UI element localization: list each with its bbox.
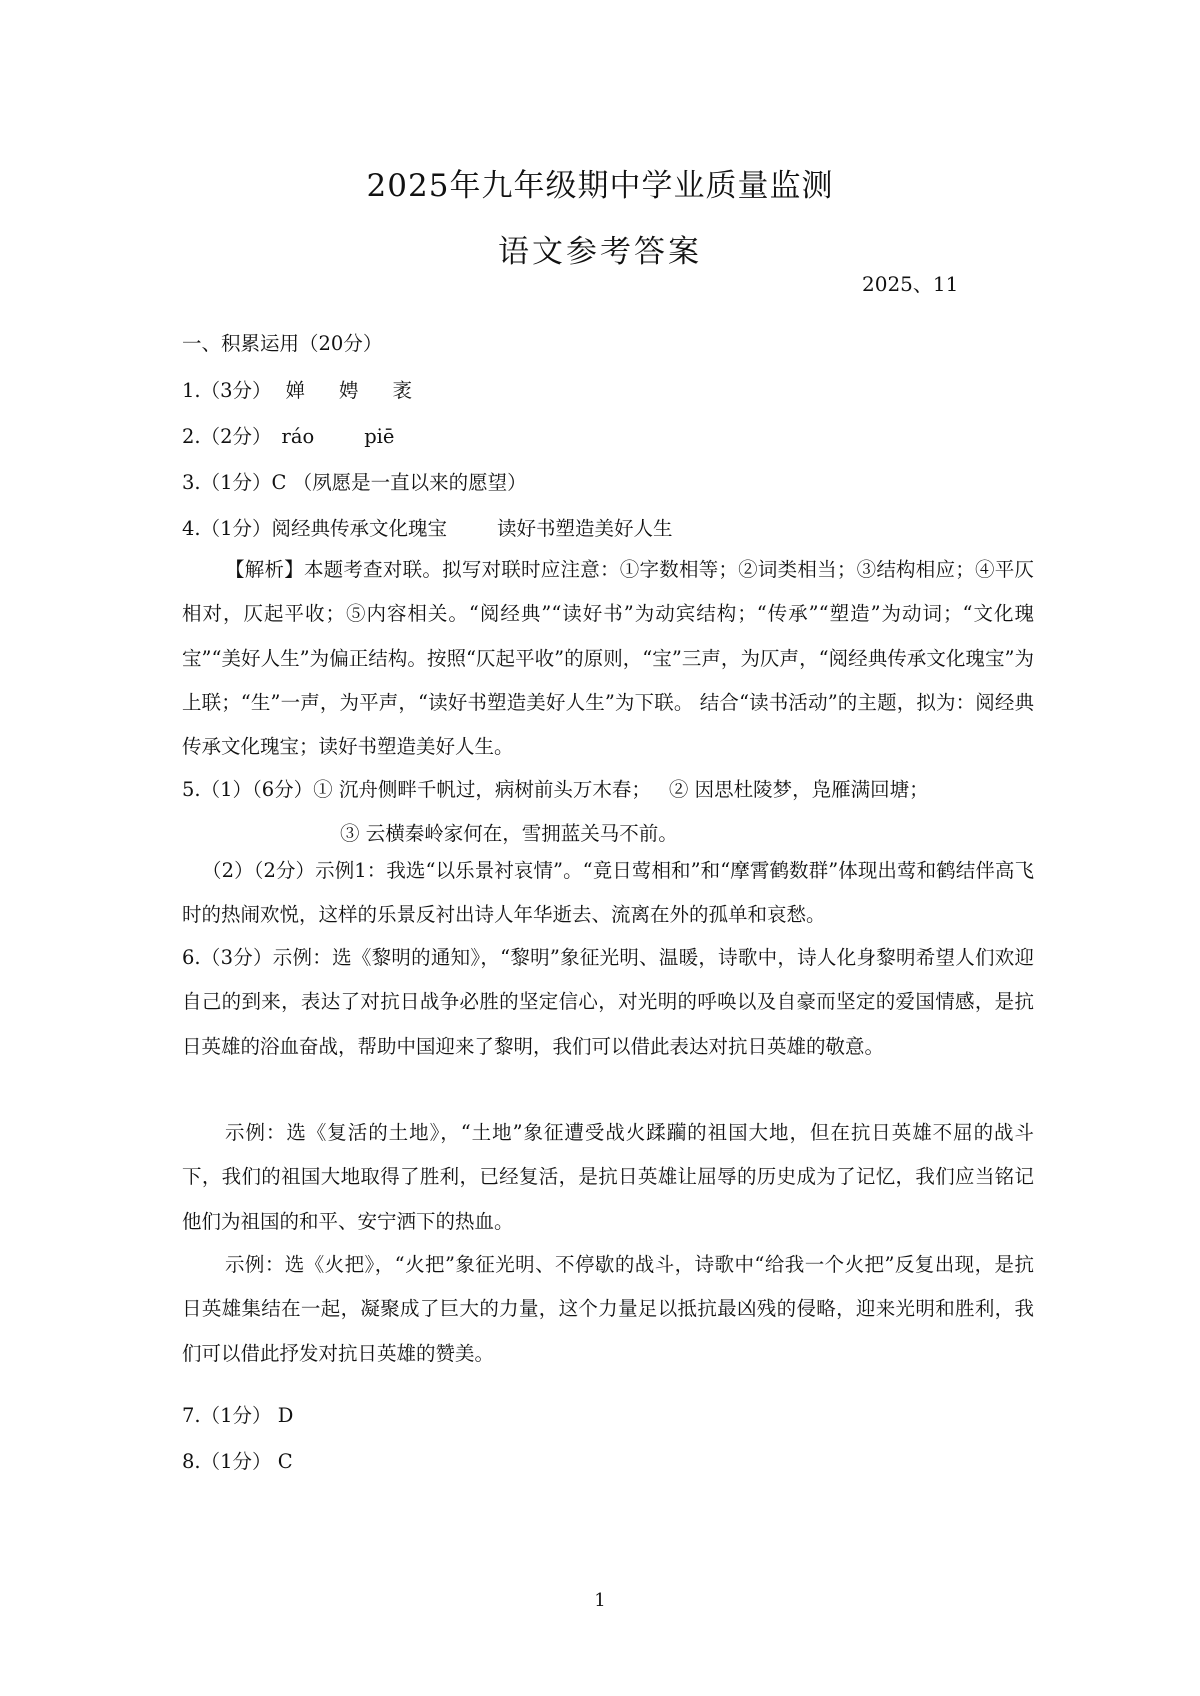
document-subtitle: 语文参考答案 <box>498 234 702 270</box>
question-1-number: 1.（3分） <box>182 379 272 402</box>
question-2-number: 2.（2分） <box>182 425 272 448</box>
question-5-1-answer-b: ② 因思杜陵梦，凫雁满回塘； <box>668 778 929 801</box>
question-6: 6.（3分）示例：选《黎明的通知》，“黎明”象征光明、温暖，诗歌中，诗人化身黎明希望人们欢迎自己的到来，表达了对抗日战争必胜的坚定信心，对光明的呼唤以及自豪而坚定的爱国情感，是抗日英雄的浴血奋战，帮助中国迎来了黎明，我们可以借此表达对抗日英雄的敬意。 <box>182 946 1034 1058</box>
question-5-1-answer-a: 5.（1）（6分）① 沉舟侧畔千帆过，病树前头万木春； <box>182 778 651 801</box>
section-heading: 一、积累运用（20分） <box>182 332 383 355</box>
document-date: 2025、11 <box>862 272 959 296</box>
answer-2b: piē <box>364 425 395 448</box>
question-5-1-line2: ③ 云横秦岭家何在，雪拥蓝关马不前。 <box>340 822 678 845</box>
question-4-analysis: 【解析】本题考查对联。拟写对联时应注意：①字数相等；②词类相当；③结构相应；④平仄相对，仄起平收；⑤内容相关。“阅经典”“读好书”为动宾结构；“传承”“塑造”为动词；“文化瑰宝”“美好人生”为偏正结构。按照“仄起平收”的原则，“宝”三声，为仄声，“阅经典传承文化瑰宝”为上联；“生”一声，为平声，“读好书塑造美好人生”为下联。 结合“读书活动”的主题，拟为：阅经典传承文化瑰宝；读好书塑造美好人生。 <box>182 558 1034 759</box>
question-5-2: （2）（2分）示例1：我选“以乐景衬哀情”。“竟日莺相和”和“摩霄鹤数群”体现出莺和鹤结伴高飞时的热闹欢悦，这样的乐景反衬出诗人年华逝去、流离在外的孤单和哀愁。 <box>182 859 1034 927</box>
question-3: 3.（1分）C （夙愿是一直以来的愿望） <box>182 471 527 494</box>
answer-1b: 娉 <box>339 379 359 402</box>
question-7: 7.（1分） D <box>182 1404 294 1427</box>
question-4-answer-b: 读好书塑造美好人生 <box>497 517 673 540</box>
document-title: 2025年九年级期中学业质量监测 <box>366 168 834 204</box>
question-8: 8.（1分） C <box>182 1450 293 1473</box>
answer-1a: 婵 <box>285 379 306 402</box>
answer-2a: ráo <box>281 425 315 448</box>
question-2 <box>182 421 394 449</box>
question-1 <box>182 375 412 403</box>
question-6-example-3: 示例：选《火把》，“火把”象征光明、不停歇的战斗，诗歌中“给我一个火把”反复出现，是抗日英雄集结在一起，凝聚成了巨大的力量，这个力量足以抵抗最凶残的侵略，迎来光明和胜利，我们可以借此抒发对抗日英雄的赞美。 <box>182 1253 1034 1365</box>
question-4-answer-a: 4.（1分）阅经典传承文化瑰宝 <box>182 517 448 540</box>
page-number: 1 <box>594 1590 606 1611</box>
answer-1c: 袤 <box>392 379 413 402</box>
question-5-1-line1 <box>182 774 929 802</box>
question-6-example-2: 示例：选《复活的土地》，“土地”象征遭受战火蹂躏的祖国大地，但在抗日英雄不屈的战斗下，我们的祖国大地取得了胜利，已经复活，是抗日英雄让屈辱的历史成为了记忆，我们应当铭记他们为祖国的和平、安宁洒下的热血。 <box>182 1121 1034 1233</box>
question-4 <box>182 513 673 541</box>
